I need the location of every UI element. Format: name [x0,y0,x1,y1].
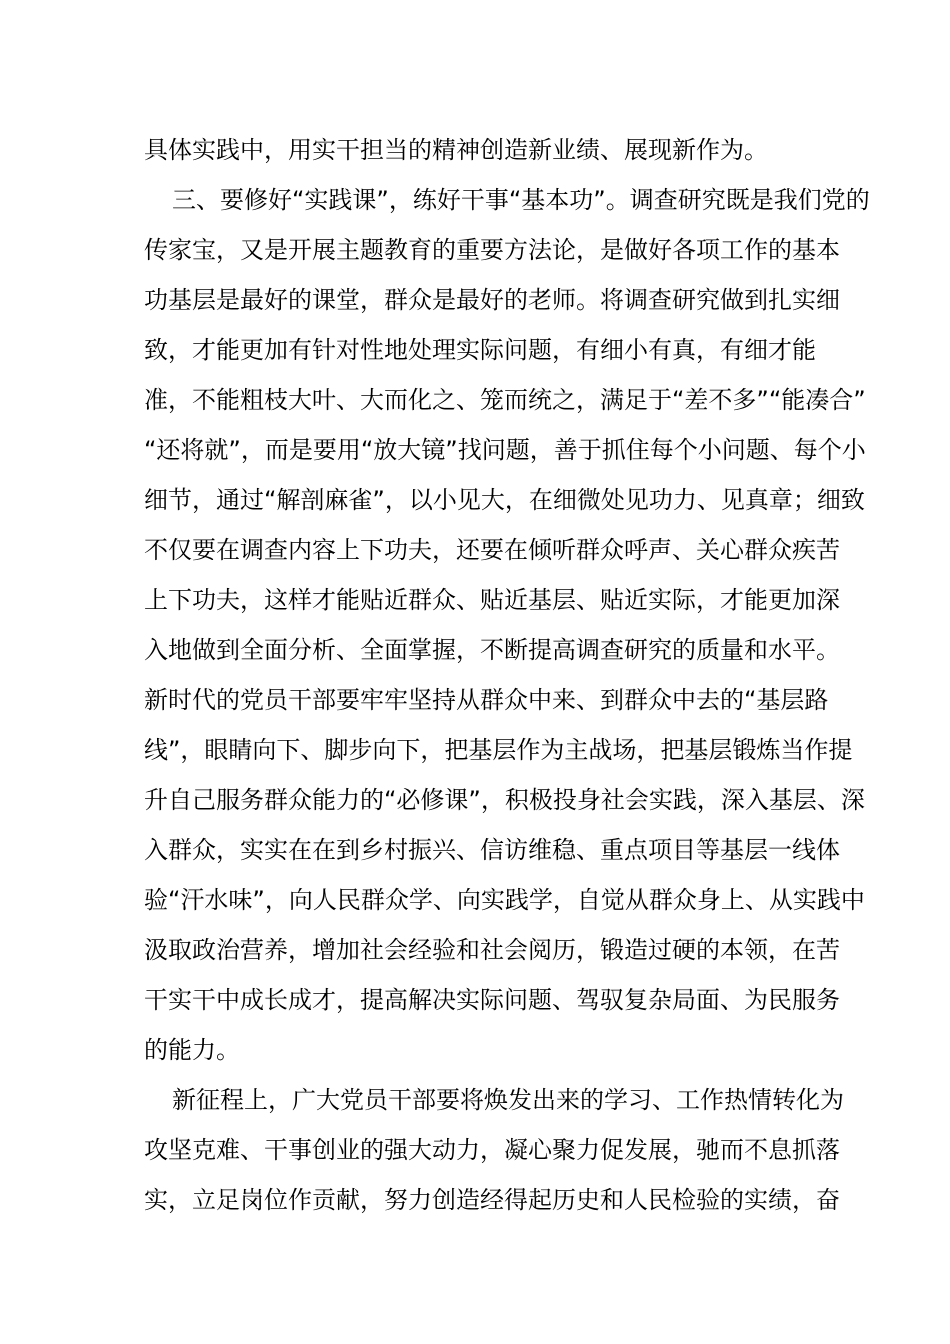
text-line: 具体实践中，用实干担当的精神创造新业绩、展现新作为。 [144,136,768,164]
text-line: 上下功夫，这样才能贴近群众、贴近基层、贴近实际，才能更加深 [144,586,840,614]
text-line: 准，不能粗枝大叶、大而化之、笼而统之，满足于“差不多”“能凑合” [144,386,866,414]
text-line: 入群众，实实在在到乡村振兴、信访维稳、重点项目等基层一线体 [144,836,840,864]
text-line: “还将就”，而是要用“放大镜”找问题，善于抓住每个小问题、每个小 [144,436,866,464]
text-line: 功基层是最好的课堂，群众是最好的老师。将调查研究做到扎实细 [144,286,840,314]
text-line: 实，立足岗位作贡献，努力创造经得起历史和人民检验的实绩，奋 [144,1186,840,1214]
text-line: 不仅要在调查内容上下功夫，还要在倾听群众呼声、关心群众疾苦 [144,536,840,564]
text-line: 攻坚克难、干事创业的强大动力，凝心聚力促发展，驰而不息抓落 [144,1136,840,1164]
text-line: 线”，眼睛向下、脚步向下，把基层作为主战场，把基层锻炼当作提 [144,736,853,764]
text-line: 汲取政治营养，增加社会经验和社会阅历，锻造过硬的本领，在苦 [144,936,840,964]
text-line: 干实干中成长成才，提高解决实际问题、驾驭复杂局面、为民服务 [144,986,840,1014]
text-line: 新时代的党员干部要牢牢坚持从群众中来、到群众中去的“基层路 [144,686,829,714]
text-line: 三、要修好“实践课”，练好干事“基本功”。调查研究既是我们党的 [172,186,870,214]
text-line: 入地做到全面分析、全面掌握，不断提高调查研究的质量和水平。 [144,636,840,664]
text-line: 新征程上，广大党员干部要将焕发出来的学习、工作热情转化为 [172,1086,844,1114]
text-line: 验“汗水味”，向人民群众学、向实践学，自觉从群众身上、从实践中 [144,886,865,914]
text-line: 的能力。 [144,1036,240,1064]
text-line: 细节，通过“解剖麻雀”，以小见大，在细微处见功力、见真章；细致 [144,486,865,514]
text-line: 传家宝，又是开展主题教育的重要方法论，是做好各项工作的基本 [144,236,840,264]
text-line: 升自己服务群众能力的“必修课”，积极投身社会实践，深入基层、深 [144,786,865,814]
text-line: 致，才能更加有针对性地处理实际问题，有细小有真，有细才能 [144,336,816,364]
